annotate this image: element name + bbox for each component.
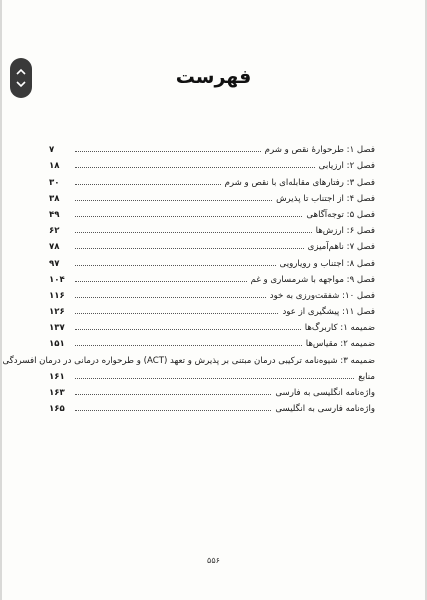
toc-entry-label: فصل ۸: اجتناب و رویارویی (279, 258, 375, 269)
toc-entry-label: ضمیمه ۲: مقیاس‌ها (305, 339, 375, 350)
toc-entry-page: ۹۷ (49, 258, 60, 269)
toc-entry[interactable] (49, 333, 375, 349)
toc-entry-label: فصل ۷: ناهم‌آمیزی (307, 242, 375, 253)
toc-leader-dots (75, 378, 354, 379)
table-of-contents (2, 139, 375, 415)
page-title: فهرست (175, 66, 252, 88)
toc-leader-dots (75, 313, 278, 314)
toc-entry[interactable] (49, 382, 375, 398)
toc-leader-dots (75, 248, 304, 249)
toc-entry-page: ۱۰۴ (49, 274, 65, 285)
toc-leader-dots (75, 297, 266, 298)
toc-leader-dots (75, 281, 247, 282)
toc-entry[interactable] (49, 204, 375, 220)
toc-entry[interactable] (49, 155, 375, 171)
toc-leader-dots (75, 200, 272, 201)
toc-leader-dots (75, 184, 221, 185)
toc-entry-label: فصل ۱۰: شفقت‌ورزی به خود (269, 290, 375, 301)
toc-entry[interactable] (49, 398, 375, 414)
toc-entry-page: ۱۶۳ (49, 388, 65, 398)
toc-entry-page: ۳۰ (49, 177, 60, 188)
toc-entry[interactable] (49, 139, 375, 155)
toc-leader-dots (75, 167, 315, 168)
toc-entry-label: فصل ۱۱: پیشگیری از عود (282, 307, 375, 318)
toc-leader-dots (75, 151, 261, 152)
toc-entry-page: ۶۲ (49, 226, 60, 237)
toc-entry-label: ضمیمه ۱: کاربرگ‌ها (304, 323, 375, 334)
toc-leader-dots (75, 216, 302, 217)
toc-entry-label: فصل ۹: مواجهه با شرمساری و غم (250, 274, 375, 285)
toc-entry-page: ۱۱۶ (49, 290, 65, 301)
toc-entry-label: فصل ۱: طرحوارۀ نقص و شرم (264, 145, 375, 156)
toc-leader-dots (75, 232, 312, 233)
toc-entry[interactable] (49, 366, 375, 382)
toc-leader-dots (75, 410, 271, 411)
toc-entry-label: فصل ۶: ارزش‌ها (315, 226, 375, 237)
toc-entry-label: فصل ۲: ارزیابی (318, 161, 375, 172)
toc-leader-dots (75, 265, 276, 266)
toc-entry-page: ۱۵۱ (49, 339, 65, 350)
toc-entry-label: فصل ۴: از اجتناب تا پذیرش (276, 193, 375, 204)
page-number: ۵۵۶ (207, 556, 220, 565)
toc-entry-label: منابع (358, 371, 375, 382)
toc-entry-page: ۱۶۵ (49, 404, 65, 415)
toc-entry-page: ۱۲۶ (49, 307, 65, 318)
toc-entry-label: واژه‌نامه انگلیسی به فارسی (275, 388, 375, 398)
toc-entry[interactable] (49, 188, 375, 204)
toc-entry[interactable] (49, 252, 375, 268)
toc-leader-dots (75, 345, 302, 346)
toc-leader-dots (75, 394, 271, 395)
toc-entry-page: ۷۸ (49, 242, 60, 253)
toc-entry-page: ۷ (49, 145, 55, 156)
toc-entry[interactable] (2, 349, 375, 366)
toc-entry[interactable] (49, 301, 375, 317)
toc-entry[interactable] (49, 220, 375, 236)
toc-entry-label: فصل ۵: توجه‌آگاهی (306, 209, 375, 220)
toc-entry[interactable] (49, 269, 375, 285)
toc-entry-label: واژه‌نامه فارسی به انگلیسی (275, 404, 375, 415)
toc-entry-page: ۱۳۷ (49, 323, 65, 334)
document-page (2, 0, 425, 600)
toc-entry-label: ضمیمه ۳: شیوه‌نامه ترکیبی درمان مبتنی بر پذیرش و تعهد (ACT) و طرحواره درمانی در درمان افسردگی (2, 355, 375, 366)
toc-leader-dots (75, 329, 301, 330)
toc-entry[interactable] (49, 236, 375, 252)
toc-entry-label: فصل ۳: رفتارهای مقابله‌ای با نقص و شرم (224, 177, 375, 188)
toc-entry[interactable] (49, 285, 375, 301)
toc-entry-page: ۱۸ (49, 161, 60, 172)
toc-entry-page: ۳۸ (49, 193, 60, 204)
toc-entry-page: ۴۹ (49, 209, 60, 220)
toc-entry[interactable] (49, 317, 375, 333)
toc-entry[interactable] (49, 171, 375, 187)
toc-entry-page: ۱۶۱ (49, 371, 65, 382)
